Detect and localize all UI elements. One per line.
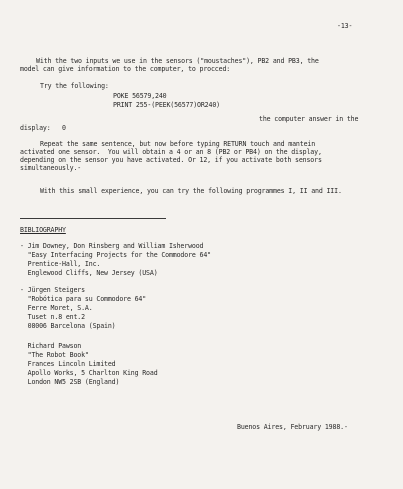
ref-2-line-2: "Robótica para su Commodore 64" [20,295,147,303]
repeat-line-1: Repeat the same sentence, but now before typing RETURN touch and mantein [40,140,316,148]
ref-2-line-5: 08006 Barcelona (Spain) [20,322,116,330]
repeat-line-2: activated one sensor. You will obtain a 4 or an 8 (PB2 or PB4) on the display, [20,148,322,156]
ref-3-line-3: Frances Lincoln Limited [20,360,116,368]
ref-3-line-2: "The Robot Book" [20,351,89,359]
intro-line-1: With the two inputs we use in the sensors ("moustaches"), PB2 and PB3, the [36,57,319,65]
section-divider [20,218,166,219]
repeat-line-4: simultaneously.- [20,164,82,172]
experience-line: With this small experience, you can try the following programmes I, II and III. [40,187,342,195]
repeat-line-3: depending on the sensor you have activated. Or 12, if you activate both sensors [20,156,322,164]
signoff: Buenos Aires, February 1988.- [237,423,348,431]
ref-1-line-4: Englewood Cliffs, New Jersey (USA) [20,269,158,277]
page-number: -13- [337,22,353,30]
bibliography-heading: BIBLIOGRAPHY [20,226,66,234]
ref-3-line-5: London NW5 2SB (England) [20,378,120,386]
try-label: Try the following: [40,82,109,90]
ref-2-line-1: - Jürgen Steigers [20,286,85,294]
ref-2-line-4: Tuset n.8 ent.2 [20,313,85,321]
ref-1-line-1: - Jim Downey, Don Rinsberg and William Isherwood [20,242,204,250]
intro-line-2: model can give information to the computer, to procced: [20,65,231,73]
ref-3-line-1: Richard Pawson [20,342,82,350]
ref-2-line-3: Ferre Moret, S.A. [20,304,93,312]
ref-1-line-2: "Easy Interfacing Projects for the Commodore 64" [20,251,211,259]
display-line: display: 0 [20,124,66,132]
answer-line: the computer answer in the [259,115,359,123]
code-line-2: PRINT 255-(PEEK(56577)OR240) [113,101,220,109]
ref-3-line-4: Apollo Works, 5 Charlton King Road [20,369,158,377]
ref-1-line-3: Prentice-Hall, Inc. [20,260,101,268]
code-line-1: POKE 56579,240 [113,92,167,100]
